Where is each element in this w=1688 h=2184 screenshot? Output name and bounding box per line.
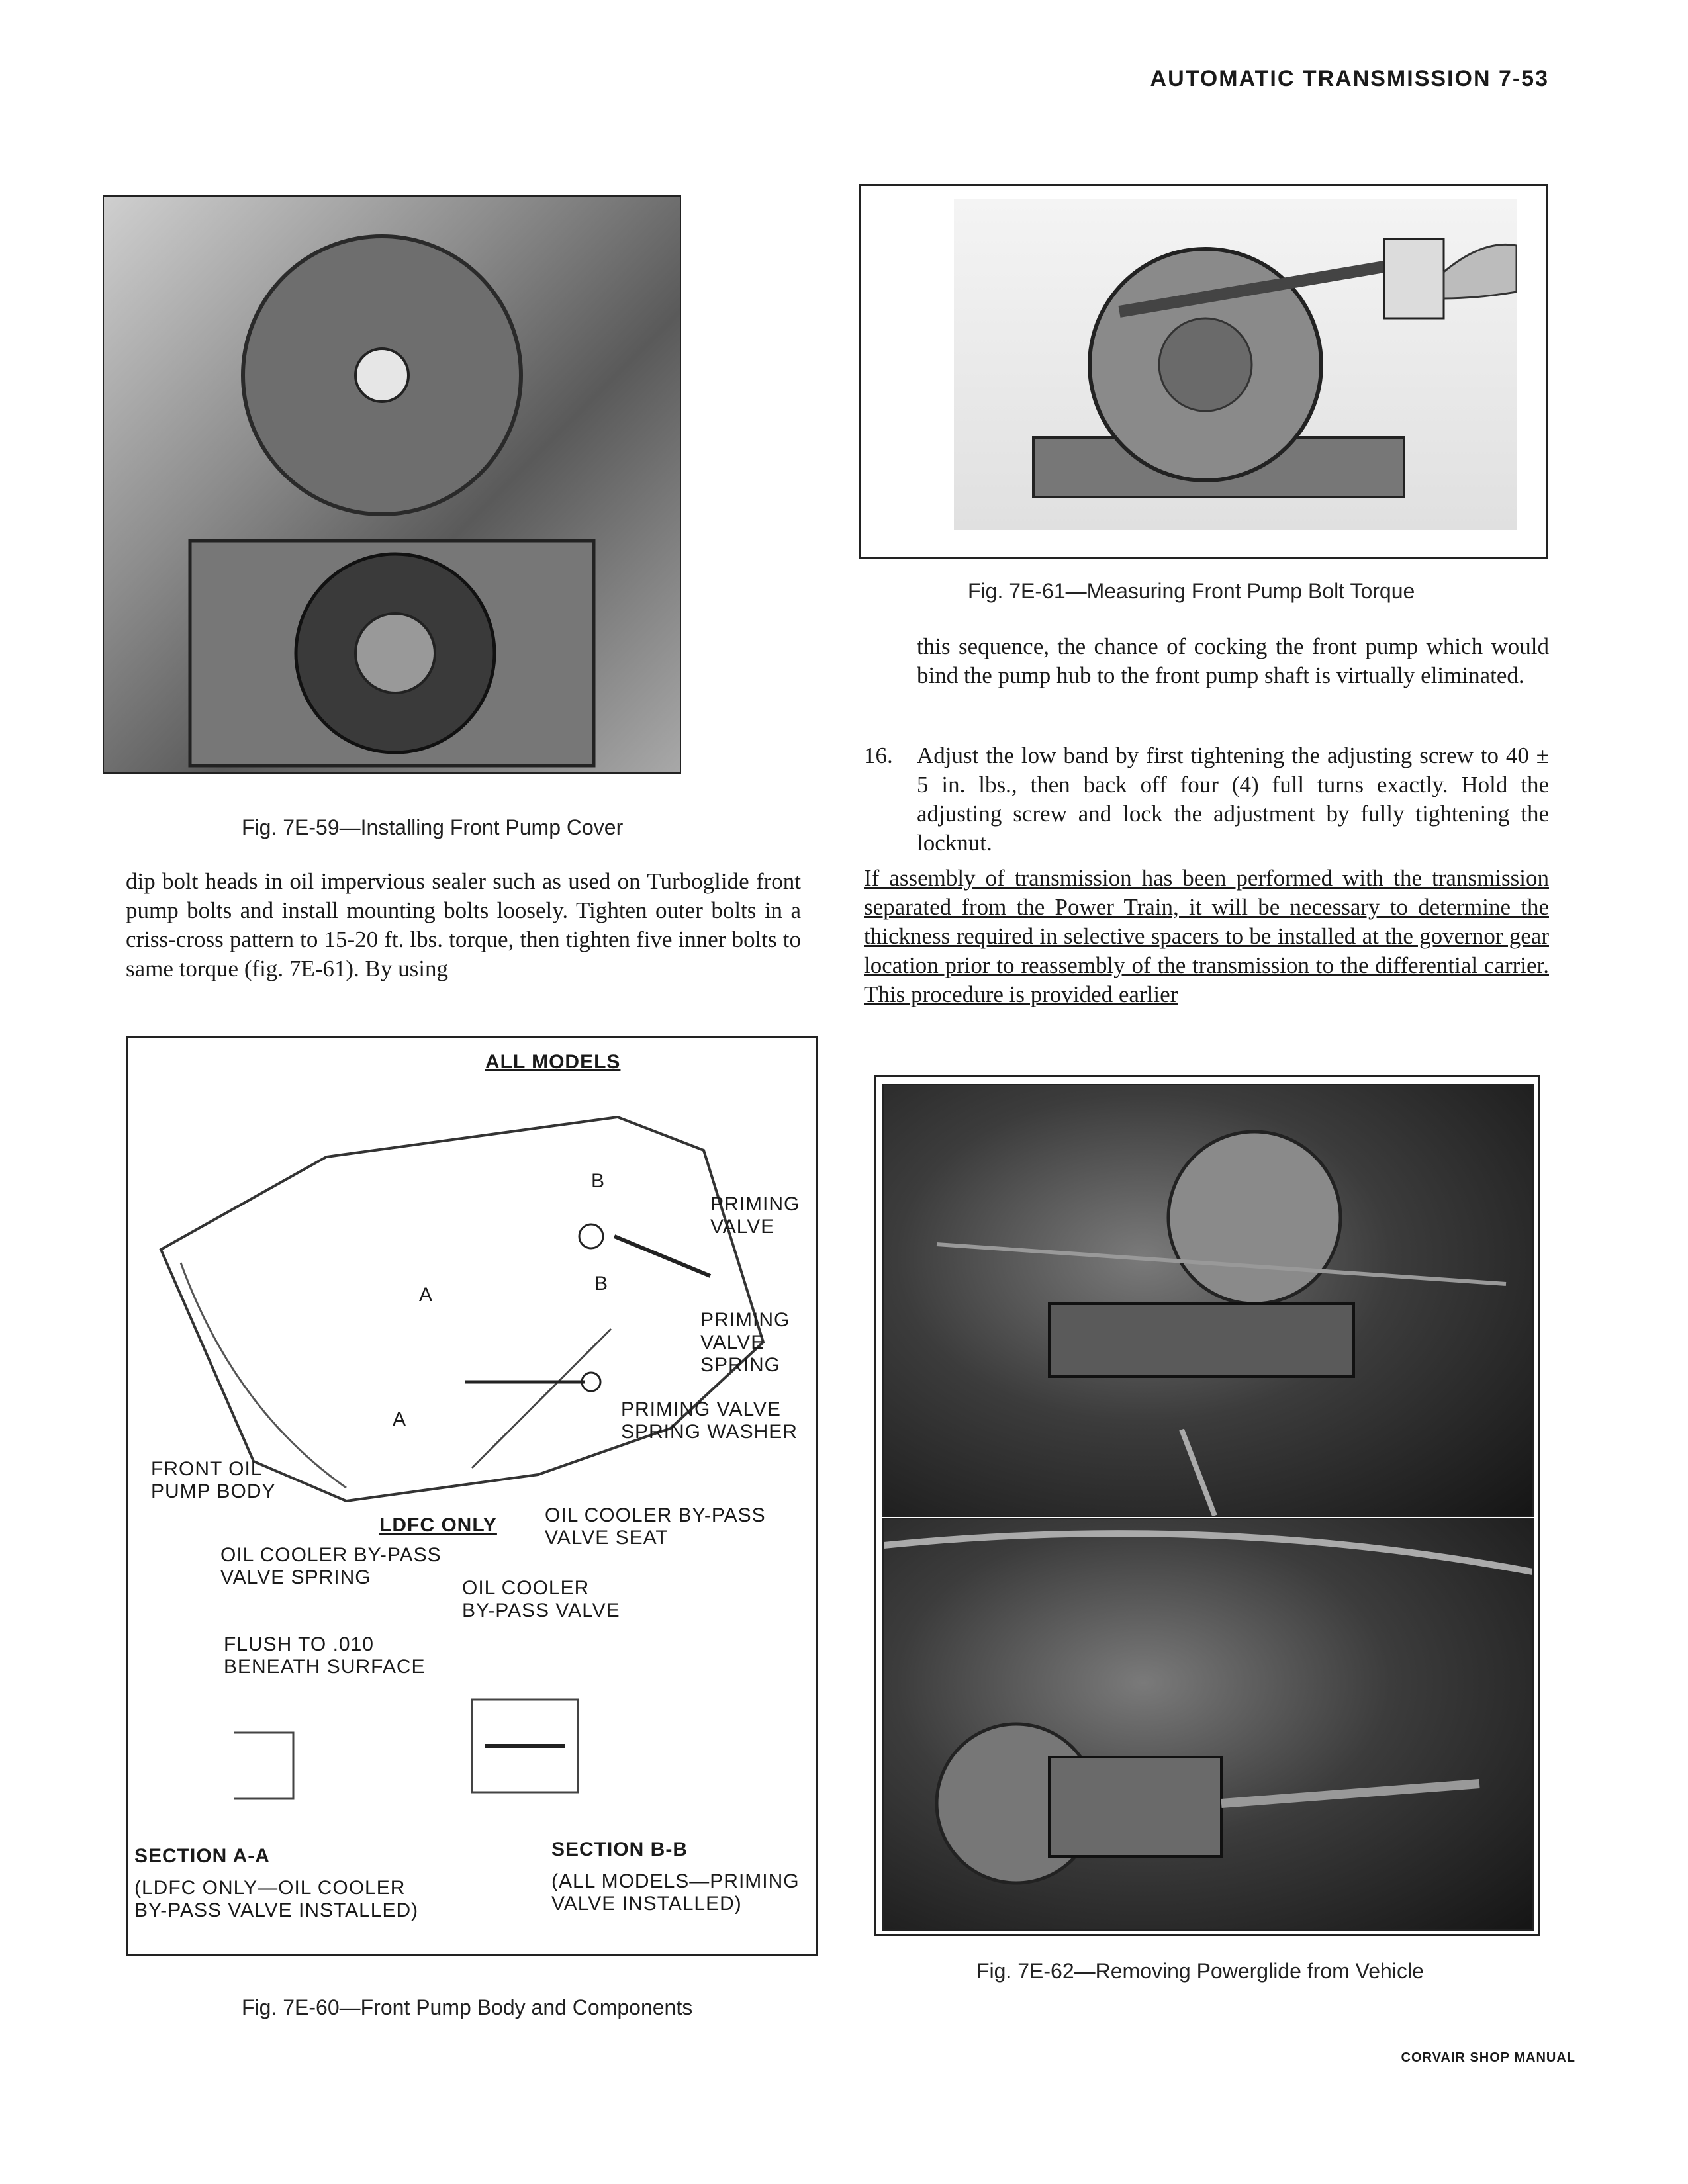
right-text-continuation — [917, 632, 1549, 690]
label-oil-cooler-bypass-valve-spring — [220, 1544, 442, 1589]
label-fopb-line1: FRONT OIL — [151, 1458, 263, 1480]
fig-61-frame — [859, 184, 1548, 559]
fig-62-frame — [874, 1075, 1540, 1936]
label-pvsw-line2: SPRING WASHER — [621, 1421, 798, 1443]
label-oil-cooler-bypass-valve — [462, 1577, 620, 1622]
photo-icon — [884, 1085, 1532, 1516]
step-16 — [864, 741, 1549, 858]
photo-icon — [104, 197, 680, 772]
left-text — [126, 867, 801, 983]
fig-62-photo-bottom — [882, 1518, 1534, 1931]
page-header: AUTOMATIC TRANSMISSION 7-53 — [1150, 66, 1549, 91]
label-ocbvs-line1: OIL COOLER BY-PASS — [545, 1504, 766, 1526]
step-16-text: Adjust the low band by first tightening the adjusting screw to 40 ± 5 in. lbs., then back off four (4) full turns exactly. Hold the adjusting screw and lock the adjustment by fully tightening the locknut. — [917, 743, 1549, 856]
fig-62-caption: Fig. 7E-62—Removing Powerglide from Vehicle — [976, 1959, 1424, 1983]
label-pvs-line2: VALVE — [700, 1332, 765, 1353]
label-ocbvspr-line1: OIL COOLER BY-PASS — [220, 1544, 442, 1566]
label-fopb-line2: PUMP BODY — [151, 1480, 276, 1502]
label-a-left: A — [419, 1284, 434, 1306]
page-footer: CORVAIR SHOP MANUAL — [1401, 2050, 1575, 2065]
left-paragraph: dip bolt heads in oil impervious sealer such as used on Turboglide front pump bolts and install mounting bolts loosely. Tighten outer bolts in a criss-cross pattern to 15-20 ft. lbs. torque, then tighten five inner bolts to same torque (fig. 7E-61). By using — [126, 868, 801, 981]
label-pvsw-line1: PRIMING VALVE — [621, 1398, 781, 1420]
label-all-models: ALL MODELS — [485, 1051, 621, 1073]
label-front-oil-pump-body — [151, 1458, 276, 1503]
label-section-aa-note-line2: BY-PASS VALVE INSTALLED) — [134, 1899, 419, 1921]
label-a-lower: A — [393, 1408, 407, 1430]
label-pvs-line1: PRIMING — [700, 1309, 790, 1331]
label-ocbv-line1: OIL COOLER — [462, 1577, 590, 1599]
label-ldfc-only: LDFC ONLY — [379, 1514, 497, 1536]
photo-icon — [884, 1519, 1532, 1929]
label-section-bb: SECTION B-B — [551, 1839, 688, 1860]
label-flush-line1: FLUSH TO .010 — [224, 1633, 374, 1655]
fig-59-photo — [103, 195, 681, 774]
label-oil-cooler-bypass-valve-seat — [545, 1504, 766, 1549]
label-section-aa: SECTION A-A — [134, 1845, 270, 1867]
label-section-aa-note-line1: (LDFC ONLY—OIL COOLER — [134, 1877, 406, 1899]
label-ocbvs-line2: VALVE SEAT — [545, 1527, 669, 1549]
label-priming-valve-spring-washer — [621, 1398, 798, 1443]
label-flush — [224, 1633, 426, 1678]
label-priming-valve-line1: PRIMING — [710, 1193, 800, 1215]
label-flush-line2: BENEATH SURFACE — [224, 1656, 426, 1678]
step-16-number: 16. — [864, 743, 893, 768]
fig-60-caption: Fig. 7E-60—Front Pump Body and Components — [242, 1995, 693, 2019]
governor-note — [864, 864, 1549, 1009]
governor-note-text: If assembly of transmission has been performed with the transmission separated from the Power Train, it will be necessary to determine the thickness required in selective spacers to be installed at the governor gear location prior to reassembly of the transmission to the differential carrier. This procedure is provided earlier — [864, 865, 1549, 1007]
label-priming-valve — [710, 1193, 800, 1238]
label-ocbv-line2: BY-PASS VALVE — [462, 1600, 620, 1621]
label-section-bb-note-line1: (ALL MODELS—PRIMING — [551, 1870, 800, 1892]
label-ocbvspr-line2: VALVE SPRING — [220, 1567, 371, 1588]
continuation-paragraph: this sequence, the chance of cocking the front pump which would bind the pump hub to the front pump shaft is virtually eliminated. — [917, 633, 1549, 688]
label-section-aa-note — [134, 1877, 418, 1922]
fig-60-diagram — [126, 1036, 818, 1956]
label-b-mid: B — [594, 1273, 609, 1295]
fig-61-photo — [954, 199, 1517, 530]
fig-59-caption: Fig. 7E-59—Installing Front Pump Cover — [242, 815, 624, 839]
photo-icon — [954, 199, 1517, 530]
label-b-top: B — [591, 1170, 606, 1192]
label-pvs-line3: SPRING — [700, 1354, 781, 1376]
label-priming-valve-spring — [700, 1309, 790, 1377]
label-section-bb-note — [551, 1870, 800, 1915]
fig-61-caption: Fig. 7E-61—Measuring Front Pump Bolt Torque — [968, 579, 1415, 603]
fig-62-photo-top — [882, 1084, 1534, 1517]
label-section-bb-note-line2: VALVE INSTALLED) — [551, 1893, 742, 1915]
label-priming-valve-line2: VALVE — [710, 1216, 775, 1238]
